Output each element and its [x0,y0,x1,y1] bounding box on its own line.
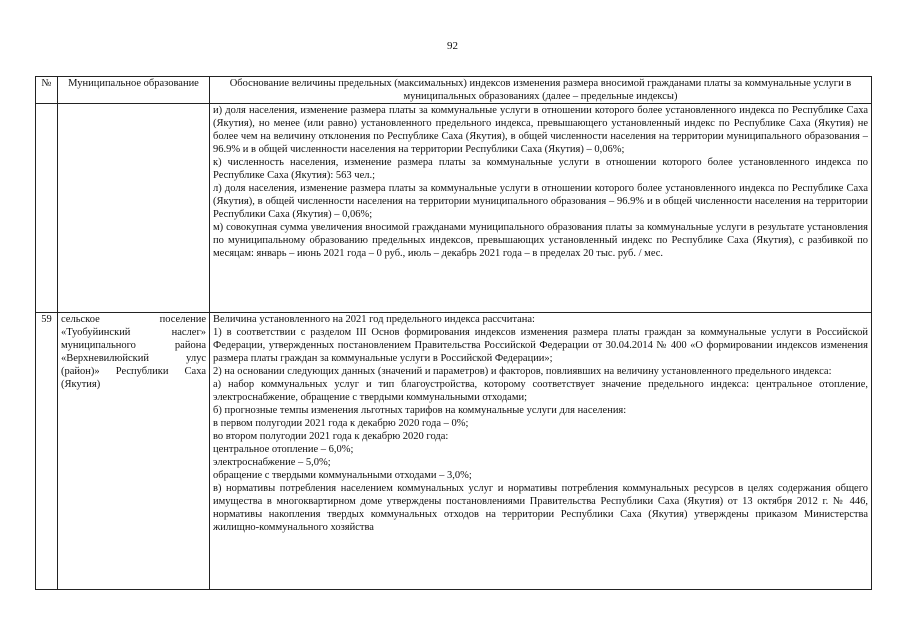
paragraph: л) доля населения, изменение размера платы за коммунальные услуги в отношении которого более установленного индекса по Республике Саха (Якутия), в общей численности населения на территории муниципального образования – 96.9% и в общей численности населения на территории Республики Саха (Якутия) – 0,06%; [213,183,868,220]
paragraph: электроснабжение – 5,0%; [213,457,331,468]
row-municipality [58,104,210,313]
paragraph: 1) в соответствии с разделом III Основ формирования индексов изменения размера платы граждан за коммунальные услуги в Российской Федерации, утвержденных постановлением Правительства Российской Федерации от 30.04.2014 № 400 «О формировании индексов изменения размера платы граждан за коммунальные услуги в Российской Федерации»; [213,327,868,364]
paragraph: к) численность населения, изменение размера платы за коммунальные услуги в отношении которого более установленного индекса по Республике Саха (Якутия): 563 чел.; [213,157,868,181]
paragraph: центральное отопление – 6,0%; [213,444,354,455]
table-header-row [36,77,872,104]
paragraph: м) совокупная сумма увеличения вносимой гражданами муниципального образования платы за коммунальные услуги в результате установления по муниципальному образованию предельных индексов, превышающих установленный индекс по Республике Саха (Якутия), с разбивкой по месяцам: январь – июнь 2021 года – 0 руб., июль – декабрь 2021 года – в пределах 20 тыс. руб. / мес. [213,222,868,259]
paragraph: и) доля населения, изменение размера платы за коммунальные услуги в отношении которого более установленного индекса по Республике Саха (Якутия), но менее (или равно) установленного предельного индекса, превышающего установленный индекс по Республике Саха (Якутия) не более чем на величину отклонения по Республике Саха (Якутия), в общей численности населения на территории муниципального образования – 96.9% и в общей численности населения на территории Республики Саха (Якутия) – 0,06%; [213,105,868,155]
paragraph: в) нормативы потребления населением коммунальных услуг и нормативы потребления коммунальных ресурсов в целях содержания общего имущества в многоквартирном доме утверждены постановлениями Правительства Республики Саха (Якутия) от 13 октября 2012 г. № 446, нормативы накопления твердых коммунальных отходов на территории Республики Саха (Якутия) утверждены приказом Министерства жилищно-коммунального хозяйства [213,483,868,533]
paragraph: 2) на основании следующих данных (значений и параметров) и факторов, повлиявших на величину установленного предельного индекса: [213,366,832,377]
row-justification [210,104,872,313]
paragraph: б) прогнозные темпы изменения льготных тарифов на коммунальные услуги для населения: [213,405,627,416]
row-number [36,104,58,313]
header-justification: Обоснование величины предельных (максимальных) индексов изменения размера вносимой гражданами платы за коммунальные услуги в муниципальных образованиях (далее – предельные индексы) [210,77,872,104]
justification-table [35,76,872,590]
table-row [36,104,872,313]
row-justification [210,313,872,590]
header-municipality: Муниципальное образование [58,77,210,104]
paragraph: а) набор коммунальных услуг и тип благоустройства, которому соответствует значение предельного индекса: центральное отопление, электроснабжение, обращение с твердыми коммунальными отходами; [213,379,868,403]
page-number: 92 [447,40,458,52]
paragraph: в первом полугодии 2021 года к декабрю 2020 года – 0%; [213,418,469,429]
row-municipality: сельское поселение «Туобуйинский наслег» муниципального района «Верхневилюйский улус (район)» Республики Саха (Якутия) [58,313,210,590]
paragraph: Величина установленного на 2021 год предельного индекса рассчитана: [213,314,535,325]
paragraph: обращение с твердыми коммунальными отходами – 3,0%; [213,470,472,481]
paragraph: во втором полугодии 2021 года к декабрю 2020 года: [213,431,449,442]
table-row [36,313,872,590]
row-number: 59 [36,313,58,590]
header-number: № [36,77,58,104]
